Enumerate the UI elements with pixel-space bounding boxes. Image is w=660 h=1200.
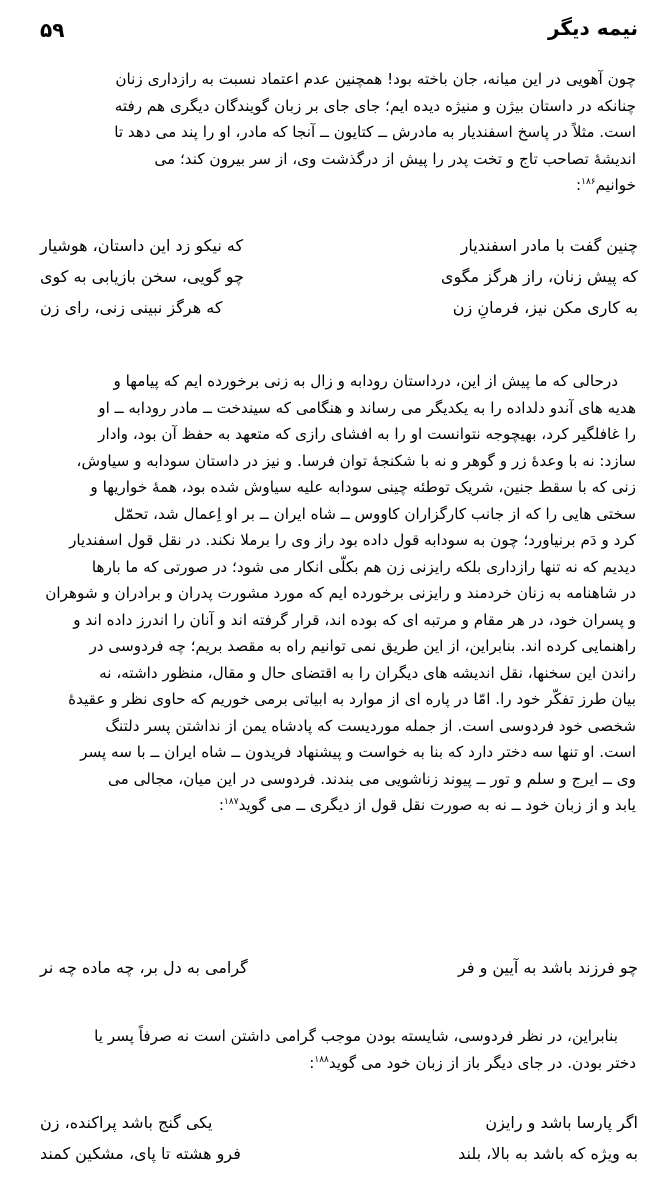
verse-block-2 xyxy=(40,958,638,989)
colon: : xyxy=(218,796,225,814)
text-fragment: دختر بودن. در جای دیگر باز از زبان خود می گوید xyxy=(328,1053,636,1072)
text-line: راهنمایی کرده اند. بنابراین، از این طریق نمی توانیم راه به مقصد بریم؛ چه فردوسی در xyxy=(89,637,636,655)
text-line: زنی که با سقط جنین، شریک توطئه چینی سودابه علیه سیاوش شده بود، همهٔ خواریها و xyxy=(90,478,636,496)
text-line: اندیشهٔ تصاحب تاج و تخت پدر را پیش از درگذشت وی، از سر بیرون کند؛ می xyxy=(154,149,636,168)
text-line: و پسران خود، در هر مقام و مرتبه ای که بوده اند، قرار گرفته اند و آنان را اندرز داده اند و xyxy=(73,610,636,629)
hemistich-first: چو فرزند باشد به آیین و فر xyxy=(458,958,638,977)
colon: : xyxy=(309,1053,315,1072)
paragraph-3 xyxy=(40,1023,636,1076)
hemistich-second: که هرگز نبینی زنی، رای زن xyxy=(40,298,223,317)
hemistich-first: به ویژه که باشد به بالا، بلند xyxy=(458,1144,638,1163)
text-line: چنانکه در داستان بیژن و منیژه دیده ایم؛ جای جای بر زبان گویندگان دیگری هم رفته xyxy=(114,96,636,115)
text-line-last xyxy=(40,792,636,819)
text-line: سختی هایی را که از جانب کارگزاران کاووس ــ شاه ایران ــ بر او اِعمال شد، تحمّل xyxy=(113,504,636,523)
text-line: است. مثلاً در پاسخ اسفندیار به مادرش ــ کتایون ــ آنجا که مادر، او را پند می دهد تا xyxy=(114,123,636,141)
hemistich-second: فرو هشته تا پای، مشکین کمند xyxy=(40,1144,241,1163)
text-line: کرد و دَم برنیاورد؛ چون به سودابه قول داده بود راز وی را برملا نکند. در نقل قول اسفندیار xyxy=(69,531,636,549)
hemistich-second: گرامی به دل بر، چه ماده چه نر xyxy=(40,958,248,977)
page-number: ۵۹ xyxy=(40,18,65,42)
text-line: بنابراین، در نظر فردوسی، شایسته بودن موجب گرامی داشتن است نه صرفاً پسر یا xyxy=(94,1027,618,1045)
text-line: در شاهنامه به زنان خردمند و رایزنی برخورده ایم که مورد مشورت پدران و برادران و شوهران xyxy=(45,584,636,602)
running-title: نیمه دیگر xyxy=(547,16,638,40)
page-header xyxy=(40,16,638,50)
text-line: وی ــ ایرج و سلم و تور ــ پیوند زناشویی می بندند. فردوسی در این میان، مجالی می xyxy=(107,769,636,788)
text-line: شخصی خود فردوسی است. از جمله موردیست که پادشاه یمن از نداشتن پسر دلتنگ xyxy=(105,716,636,735)
hemistich-first: به کاری مکن نیز، فرمانِ زن xyxy=(452,298,638,317)
footnote-ref: ۱۸۷ xyxy=(224,796,239,807)
text-line: چون آهویی در این میانه، جان باخته بود! همچنین عدم اعتماد نسبت به رازداری زنان xyxy=(115,70,636,88)
hemistich-first: اگر پارسا باشد و رایزن xyxy=(485,1113,638,1132)
text-line: را غافلگیر کرد، بهیچوجه نتوانست او را به افشای رازی که متعهد به حفظ آن بود، وادار xyxy=(98,425,636,443)
text-line: است. او تنها سه دختر دارد که بنا به خواست و پیشنهاد فریدون ــ شاه ایران ــ با سه پسر xyxy=(80,743,636,761)
couplet xyxy=(40,298,638,329)
text-fragment: خوانیم xyxy=(595,176,636,194)
hemistich-second: که نیکو زد این داستان، هوشیار xyxy=(40,236,244,255)
text-fragment: یابد و از زبان خود ــ نه به صورت نقل قول از دیگری ــ می گوید xyxy=(238,796,636,814)
text-line: درحالی که ما پیش از این، درداستان رودابه و زال به زنی برخورده ایم که پیامها و xyxy=(113,372,618,390)
paragraph-1 xyxy=(40,66,636,199)
couplet xyxy=(40,267,638,298)
verse-block-1 xyxy=(40,236,638,329)
couplet xyxy=(40,236,638,267)
verse-block-3 xyxy=(40,1113,638,1175)
couplet xyxy=(40,1144,638,1175)
couplet xyxy=(40,1113,638,1144)
text-line: بیان طرز تفکّر خود را. امّا در پاره ای از موارد به ابیاتی برمی خوریم که حاوی نظر و عقیدهٔ xyxy=(68,690,636,708)
couplet xyxy=(40,958,638,989)
paragraph-2 xyxy=(40,368,636,819)
hemistich-second: چو گویی، سخن بازیابی به کوی xyxy=(40,267,244,286)
text-line: سازد: نه با وعدهٔ زر و گوهر و نه با شکنجهٔ توان فرسا. و نیز در داستان سودابه و سیاوش، xyxy=(76,451,636,470)
colon: : xyxy=(575,176,582,194)
hemistich-second: یکی گنج باشد پراکنده، زن xyxy=(40,1113,213,1132)
text-line: دیدیم که نه تنها رازداری بلکه رایزنی زن هم بکلّی انکار می شود؛ در صورتی که ما بارها xyxy=(91,557,636,576)
hemistich-first: چنین گفت با مادر اسفندیار xyxy=(460,236,638,255)
footnote-ref: ۱۸۶ xyxy=(581,176,596,187)
hemistich-first: که پیش زنان، راز هرگز مگوی xyxy=(440,267,638,286)
text-line-last xyxy=(40,172,636,199)
text-line: هدیه های آندو دلداده را به یکدیگر می رساند و هنگامی که سیندخت ــ مادر رودابه ــ او xyxy=(98,398,636,417)
text-line: راندن این سخنها، نقل اندیشه های دیگران را به اقتضای حال و مقال، منظور داشته، نه xyxy=(99,663,636,682)
text-line-last xyxy=(40,1050,636,1077)
footnote-ref: ۱۸۸ xyxy=(314,1054,329,1065)
